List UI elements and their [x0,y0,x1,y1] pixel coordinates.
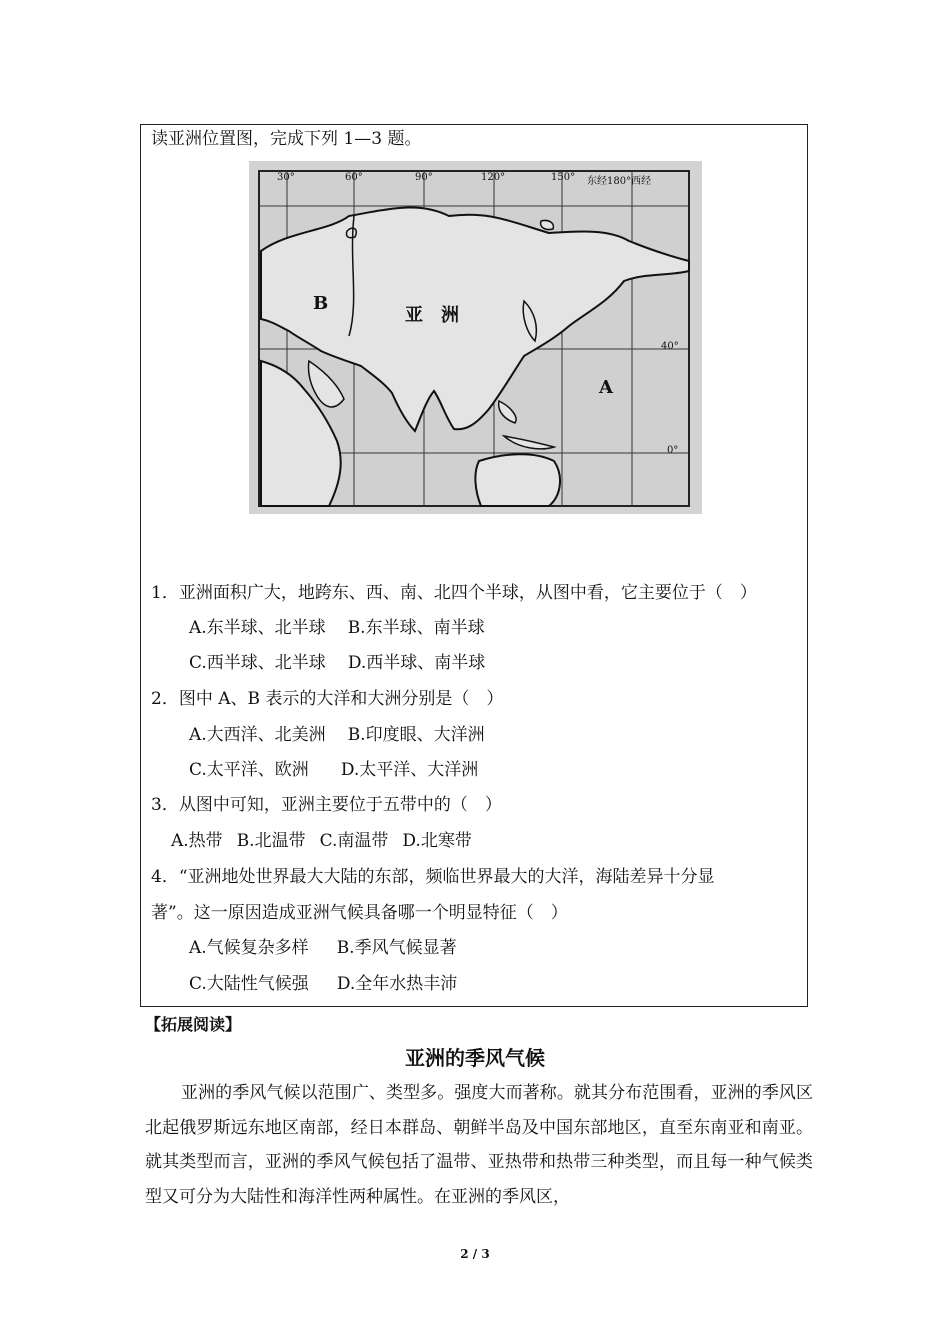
lon-label: 150° [551,172,576,183]
question-3-stem: 3．从图中可知，亚洲主要位于五带中的（ ） [151,795,502,815]
option-c: C.太平洋、欧洲 [189,760,309,780]
option-c: C.大陆性气候强 [189,974,309,994]
intro-text: 读亚洲位置图，完成下列 1—3 题。 [151,129,422,149]
lon-label: 60° [345,172,363,183]
question-4-stem-line1: 4．“亚洲地处世界最大大陆的东部，频临世界最大的大洋，海陆差异十分显 [151,867,715,887]
map-graphic [249,161,702,514]
label-a: A [599,377,613,398]
reading-paragraph: 亚洲的季风气候以范围广、类型多。强度大而著称。就其分布范围看，亚洲的季风区北起俄罗斯远东地区南部，经日本群岛、朝鲜半岛及中国东部地区，直至东南亚和南亚。就其类型而言，亚洲的季风气候包括了温带、亚热带和热带三种类型，而且每一种气候类型又可分为大陆性和海洋性两种属性。在亚洲的季风区， [145,1083,813,1207]
option-d: D.西半球、南半球 [347,653,486,673]
option-d: D.北寒带 [402,831,472,851]
question-4-options-row1 [189,935,479,961]
lon-label: 东经180°西经 [587,176,652,187]
option-c: C.南温带 [319,831,389,851]
question-box [140,124,808,1007]
label-b: B [313,293,329,314]
asia-location-map [249,161,702,514]
option-a: A.大西洋、北美洲 [189,725,326,745]
option-b: B.季风气候显著 [336,938,457,958]
option-b: B.北温带 [236,831,306,851]
extended-reading-heading: 【拓展阅读】 [145,1015,242,1034]
lat-label: 0° [667,445,679,456]
lon-label: 120° [481,172,506,183]
option-b: B.东半球、南半球 [347,618,485,638]
lat-label: 40° [661,341,679,352]
page-number: 2 / 3 [460,1247,490,1261]
question-2-stem: 2．图中 A、B 表示的大洋和大洲分别是（ ） [151,689,504,709]
lon-label: 90° [415,172,433,183]
option-d: D.全年水热丰沛 [336,974,458,994]
question-2-options-row2 [189,757,500,783]
option-d: D.太平洋、大洋洲 [340,760,479,780]
question-4-options-row2 [189,971,479,997]
lon-label: 30° [277,172,295,183]
continent-label: 亚 洲 [405,305,459,326]
question-1-options-row1 [189,615,507,641]
option-a: A.东半球、北半球 [189,618,326,638]
option-b: B.印度眼、大洋洲 [347,725,485,745]
question-4-stem-line2: 著”。这一原因造成亚洲气候具备哪一个明显特征（ ） [151,903,568,923]
option-a: A.气候复杂多样 [189,938,309,958]
option-c: C.西半球、北半球 [189,653,326,673]
option-a: A.热带 [171,831,223,851]
question-2-options-row1 [189,722,507,748]
question-1-options-row2 [189,650,507,676]
question-3-options [171,828,494,854]
reading-title: 亚洲的季风气候 [405,1046,545,1070]
question-1-stem: 1．亚洲面积广大，地跨东、西、南、北四个半球，从图中看，它主要位于（ ） [151,583,757,603]
